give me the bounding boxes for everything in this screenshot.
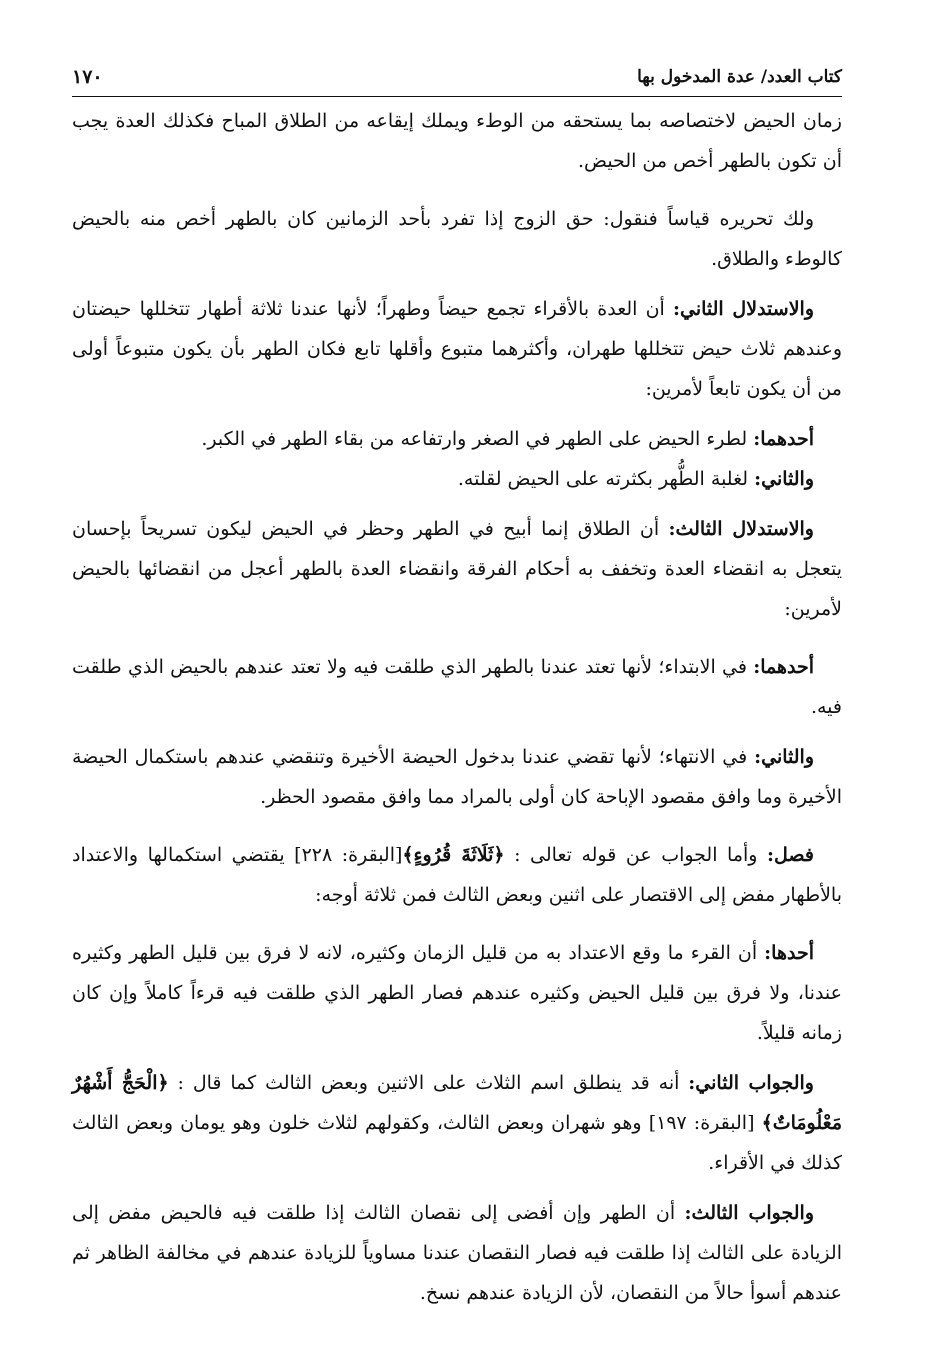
- book-page: [72, 60, 842, 1323]
- quran-quote: ﴿الْحَجُّ أَشْهُرٌ مَعْلُومَاتٌ﴾: [72, 1072, 842, 1134]
- paragraph: والاستدلال الثالث: أن الطلاق إنما أبيح في الطهر وحظر في الحيض ليكون تسريحاً بإحسان يتعجل به انقضاء العدة وتخفف به أحكام الفرقة وانقضاء العدة بالطهر أعجل من انقضائها بالحيض لأمرين:: [72, 518, 842, 620]
- paragraph: والاستدلال الثاني: أن العدة بالأقراء تجمع حيضاً وطهراً؛ لأنها عندنا ثلاثة أطهار تتخللها حيضتان وعندهم ثلاث حيض تتخللها طهران، وأكثرهما متبوع وأقلها تابع فكان الطهر بأن يكون متبوعاً أولى من أن يكون تابعاً لأمرين:: [72, 298, 842, 400]
- paragraph: ولك تحريره قياساً فنقول: حق الزوج إذا تفرد بأحد الزمانين كان بالطهر أخص منه بالحيض كالوطء والطلاق.: [72, 208, 842, 270]
- paragraph: أحدها: أن القرء ما وقع الاعتداد به من قليل الزمان وكثيره، لانه لا فرق بين قليل الطهر وكثيره عندنا، ولا فرق بين قليل الحيض وكثيره عندهم فصار الطهر الذي طلقت فيه قرءاً كاملاً وإن كان زمانه قليلاً.: [72, 942, 842, 1044]
- page-body: [72, 101, 842, 1313]
- paragraph-label: أحدهما:: [753, 656, 814, 678]
- paragraph: أحدهما: لطرء الحيض على الطهر في الصغر وارتفاعه من بقاء الطهر في الكبر.: [201, 428, 814, 450]
- paragraph: والجواب الثالث: أن الطهر وإن أفضى إلى نقصان الثالث إذا طلقت فيه فالحيض مفض إلى الزيادة على الثالث إذا طلقت فيه فصار النقصان عندنا مساوياً للزيادة عندهم في مخالفة الظاهر ثم عندهم أسوأ حالاً من النقصان، لأن الزيادة عندهم نسخ.: [72, 1202, 842, 1304]
- paragraph-label: والثاني:: [754, 468, 814, 490]
- paragraph-label: والثاني:: [754, 746, 814, 768]
- page-number: ١٧٠: [72, 66, 103, 88]
- quran-quote: ﴿ثَلَاثَةَ قُرُوءٍ﴾: [402, 844, 505, 866]
- paragraph: والثاني: في الانتهاء؛ لأنها تقضي عندنا بدخول الحيضة الأخيرة وتنقضي عندهم باستكمال الحيضة الأخيرة وما وافق مقصود الإباحة كان أولى بالمراد مما وافق مقصود الحظر.: [72, 746, 842, 808]
- paragraph-label: والاستدلال الثاني:: [672, 298, 814, 320]
- paragraph: فصل: وأما الجواب عن قوله تعالى : ﴿ثَلَاثَةَ قُرُوءٍ﴾[البقرة: ٢٢٨] يقتضي استكمالها والاعتداد بالأطهار مفض إلى الاقتصار على اثنين وبعض الثالث فمن ثلاثة أوجه:: [72, 844, 842, 906]
- paragraph-label: والاستدلال الثالث:: [668, 518, 814, 540]
- paragraph: والجواب الثاني: أنه قد ينطلق اسم الثلاث على الاثنين وبعض الثالث كما قال : ﴿الْحَجُّ أَشْهُرٌ مَعْلُومَاتٌ﴾ [البقرة: ١٩٧] وهو شهران وبعض الثالث، وكقولهم لثلاث خلون وهو يومان وبعض الثالث كذلك في الأقراء.: [72, 1072, 842, 1174]
- paragraph-label: والجواب الثالث:: [684, 1202, 815, 1224]
- running-header: [72, 60, 842, 97]
- paragraph-label: أحدهما:: [753, 428, 814, 450]
- paragraph-label: والجواب الثاني:: [688, 1072, 814, 1094]
- paragraph-label: فصل:: [767, 844, 814, 866]
- paragraph: والثاني: لغلبة الطُّهر بكثرته على الحيض لقلته.: [457, 468, 814, 490]
- running-title: كتاب العدد/ عدة المدخول بها: [637, 67, 842, 87]
- paragraph-label: أحدها:: [764, 942, 814, 964]
- paragraph: أحدهما: في الابتداء؛ لأنها تعتد عندنا بالطهر الذي طلقت فيه ولا تعتد عندهم بالحيض الذي طلقت فيه.: [72, 656, 842, 718]
- paragraph: زمان الحيض لاختصاصه بما يستحقه من الوطء ويملك إيقاعه من الطلاق المباح فكذلك العدة يجب أن تكون بالطهر أخص من الحيض.: [72, 110, 842, 172]
